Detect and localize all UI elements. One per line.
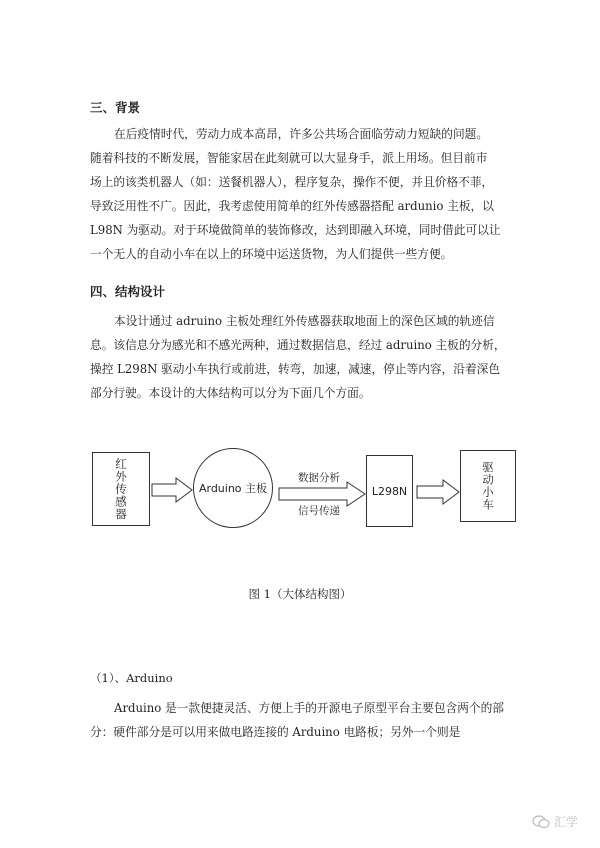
node-label: L298N — [371, 484, 408, 498]
node-ir-sensor — [92, 452, 150, 526]
arrow-sensor-to-board — [150, 476, 194, 504]
paragraph-line: Arduino 是一款便捷灵活、方便上手的开源电子原型平台主要包含两个的部 — [114, 701, 504, 715]
paragraph-line: 息。该信息分为感光和不感光两种，通过数据信息，经过 adruino 主板的分析， — [90, 338, 506, 352]
node-label: 驱动小车 — [481, 461, 495, 511]
paragraph-line: 随着科技的不断发展，智能家居在此刻就可以大显身手，派上用场。但目前市 — [90, 151, 488, 165]
structure-paragraph — [90, 309, 520, 405]
subsection-heading-arduino: （1）、Arduino — [90, 671, 173, 685]
edge-label-signal-transfer: 信号传递 — [298, 505, 340, 517]
paragraph-line: 导致泛用性不广。因此，我考虑使用简单的红外传感器搭配 ardunio 主板，以 — [90, 199, 494, 213]
paragraph-line: 分：硬件部分是可以用来做电路连接的 Arduino 电路板；另外一个则是 — [90, 725, 461, 739]
node-label: 红外传感器 — [114, 457, 128, 521]
node-drive-car — [460, 450, 516, 522]
section-heading-background: 三、背景 — [90, 100, 141, 115]
paragraph-line: L98N 为驱动。对于环境做简单的装饰修改，达到即融入环境，同时借此可以让 — [90, 223, 501, 237]
node-l298n-driver — [366, 455, 413, 527]
background-paragraph — [90, 122, 520, 266]
watermark — [532, 813, 578, 830]
paragraph-line: 部分行驶。本设计的大体结构可以分为下面几个方面。 — [90, 386, 371, 400]
node-arduino-board — [193, 448, 273, 528]
figure-caption: 图 1（大体结构图） — [248, 587, 352, 601]
edge-label-data-analysis: 数据分析 — [298, 472, 340, 484]
arduino-paragraph — [90, 696, 520, 744]
paragraph-line: 本设计通过 adruino 主板处理红外传感器获取地面上的深色区域的轨迹信 — [114, 314, 495, 328]
node-label: Arduino 主板 — [198, 482, 268, 495]
wechat-icon — [532, 815, 550, 829]
paragraph-line: 在后疫情时代，劳动力成本高昂，许多公共场合面临劳动力短缺的问题。 — [114, 127, 489, 141]
paragraph-line: 一个无人的自动小车在以上的环境中运送货物，为人们提供一些方便。 — [90, 247, 453, 261]
arrow-driver-to-car — [415, 478, 461, 506]
paragraph-line: 场上的该类机器人（如：送餐机器人），程序复杂，操作不便，并且价格不菲， — [90, 175, 494, 189]
watermark-text: 汇学 — [553, 815, 578, 829]
section-heading-structure: 四、结构设计 — [90, 284, 166, 299]
paragraph-line: 操控 L298N 驱动小车执行或前进，转弯，加速，减速，停止等内容，沿着深色 — [90, 362, 501, 376]
